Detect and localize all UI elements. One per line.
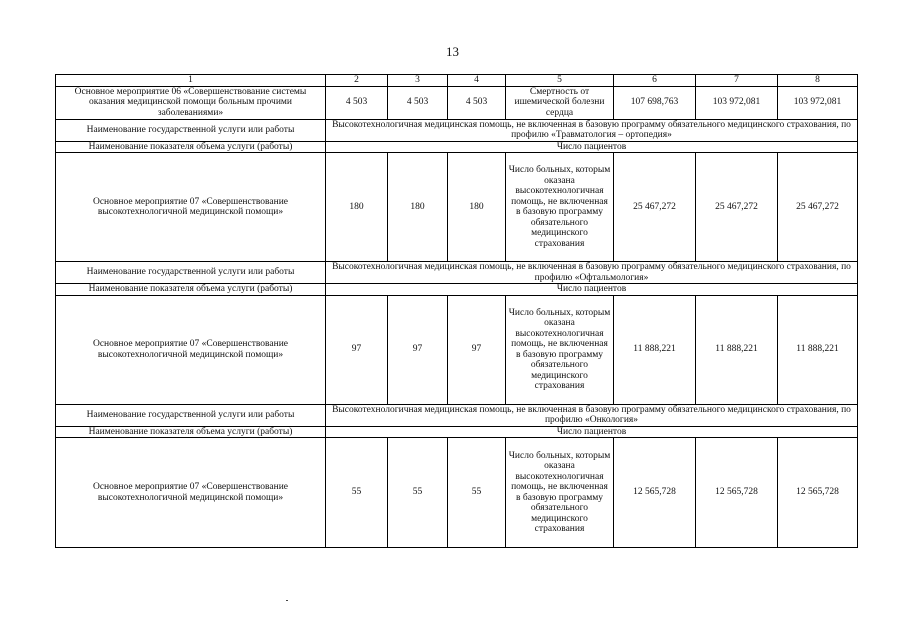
value-cell: 55 [326, 438, 388, 548]
table-row [56, 438, 858, 548]
value-cell: 4 503 [448, 86, 506, 119]
value-cell: 180 [326, 153, 388, 262]
indicator-cell: Число больных, которым оказана высокотехнологичная помощь, не включенная в базовую программу обязательного медицинского страхования [506, 153, 614, 262]
activity-name: Основное мероприятие 07 «Совершенствование высокотехнологичной медицинской помощи» [56, 295, 326, 404]
service-row [56, 404, 858, 426]
indicator-row [56, 426, 858, 438]
value-cell: 55 [388, 438, 448, 548]
value-cell: 11 888,221 [614, 295, 696, 404]
value-cell: 11 888,221 [778, 295, 858, 404]
table-row [56, 295, 858, 404]
program-table [55, 74, 858, 548]
indicator-cell: Число больных, которым оказана высокотехнологичная помощь, не включенная в базовую программу обязательного медицинского страхования [506, 438, 614, 548]
service-row [56, 119, 858, 141]
column-header: 5 [506, 75, 614, 87]
value-cell: 12 565,728 [614, 438, 696, 548]
service-label: Наименование государственной услуги или работы [56, 262, 326, 284]
column-header: 8 [778, 75, 858, 87]
value-cell: 12 565,728 [778, 438, 858, 548]
indicator-value: Число пациентов [326, 141, 858, 153]
value-cell: 180 [388, 153, 448, 262]
page-number: 13 [446, 44, 459, 59]
service-value: Высокотехнологичная медицинская помощь, не включенная в базовую программу обязательного медицинского страхования, по профилю «Онкология» [326, 404, 858, 426]
value-cell: 97 [326, 295, 388, 404]
value-cell: 25 467,272 [696, 153, 778, 262]
service-label: Наименование государственной услуги или работы [56, 119, 326, 141]
indicator-row [56, 284, 858, 296]
activity-name: Основное мероприятие 07 «Совершенствование высокотехнологичной медицинской помощи» [56, 438, 326, 548]
indicator-value: Число пациентов [326, 284, 858, 296]
indicator-row [56, 141, 858, 153]
table-row [56, 86, 858, 119]
value-cell: 180 [448, 153, 506, 262]
table-row [56, 153, 858, 262]
value-cell: 55 [448, 438, 506, 548]
value-cell: 12 565,728 [696, 438, 778, 548]
value-cell: 103 972,081 [696, 86, 778, 119]
indicator-label: Наименование показателя объема услуги (работы) [56, 284, 326, 296]
activity-name: Основное мероприятие 06 «Совершенствование системы оказания медицинской помощи больным прочими заболеваниями» [56, 86, 326, 119]
column-header: 6 [614, 75, 696, 87]
service-label: Наименование государственной услуги или работы [56, 404, 326, 426]
value-cell: 107 698,763 [614, 86, 696, 119]
column-header: 7 [696, 75, 778, 87]
column-header: 2 [326, 75, 388, 87]
activity-name: Основное мероприятие 07 «Совершенствование высокотехнологичной медицинской помощи» [56, 153, 326, 262]
value-cell: 25 467,272 [778, 153, 858, 262]
scan-speck [286, 600, 288, 601]
service-row [56, 262, 858, 284]
indicator-label: Наименование показателя объема услуги (работы) [56, 141, 326, 153]
value-cell: 25 467,272 [614, 153, 696, 262]
header-row [56, 75, 858, 87]
column-header: 3 [388, 75, 448, 87]
indicator-cell: Число больных, которым оказана высокотехнологичная помощь, не включенная в базовую программу обязательного медицинского страхования [506, 295, 614, 404]
value-cell: 4 503 [388, 86, 448, 119]
value-cell: 103 972,081 [778, 86, 858, 119]
indicator-label: Наименование показателя объема услуги (работы) [56, 426, 326, 438]
service-value: Высокотехнологичная медицинская помощь, не включенная в базовую программу обязательного медицинского страхования, по профилю «Травматология – ортопедия» [326, 119, 858, 141]
column-header: 1 [56, 75, 326, 87]
service-value: Высокотехнологичная медицинская помощь, не включенная в базовую программу обязательного медицинского страхования, по профилю «Офтальмология» [326, 262, 858, 284]
value-cell: 4 503 [326, 86, 388, 119]
column-header: 4 [448, 75, 506, 87]
indicator-cell: Смертность от ишемической болезни сердца [506, 86, 614, 119]
indicator-value: Число пациентов [326, 426, 858, 438]
value-cell: 97 [388, 295, 448, 404]
value-cell: 11 888,221 [696, 295, 778, 404]
value-cell: 97 [448, 295, 506, 404]
